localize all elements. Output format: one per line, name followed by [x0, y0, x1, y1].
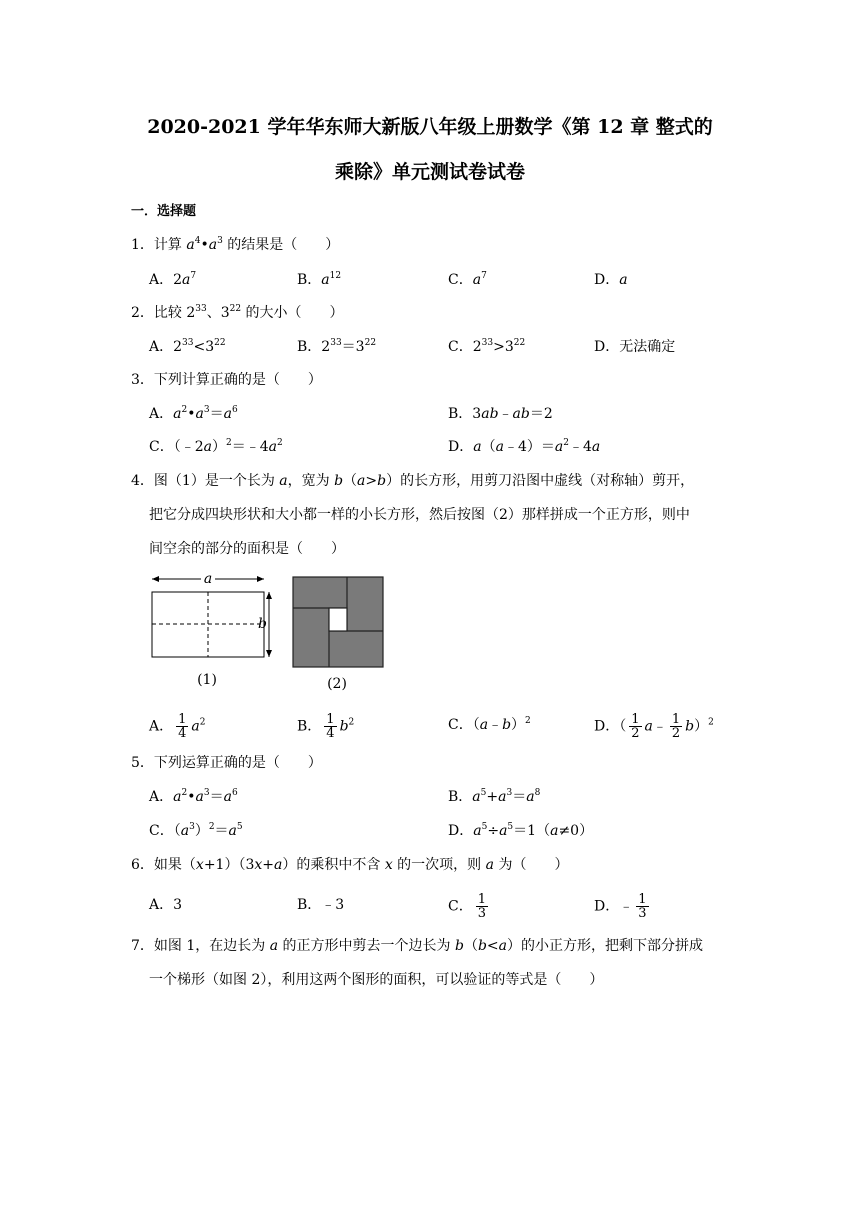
q1-option-b: B．$a^{12}$: [297, 271, 342, 288]
q4-option-b: B． $\frac{1}{4}$ $b^2$: [297, 712, 355, 741]
figure-2-square: [293, 577, 383, 667]
q5-option-d: D．$a^5\div a^5=1(a\ne 0)$: [448, 822, 594, 839]
question-7-line1: 7．如图 1，在边长为 a 的正方形中剪去一个边长为 b（b<a）的小正方形，把剩下部分拼成: [131, 938, 704, 954]
document-title-line2: 乘除》单元测试卷试卷: [334, 161, 525, 183]
question-4-line1: 4．图（1）是一个长为 a，宽为 b（a>b）的长方形，用剪刀沿图中虚线（对称轴）剪开，: [131, 473, 695, 489]
question-5: 5．下列运算正确的是（ ）: [131, 755, 322, 771]
q3-option-b: B．3ab﹣ab＝2: [448, 406, 553, 422]
fraction: $\frac{1}{3}$: [638, 892, 647, 921]
fraction: $\frac{1}{4}$: [326, 712, 335, 741]
q3-option-a: A．$a^2•a^3=a^6$: [149, 405, 238, 422]
figure-2-caption: (2): [327, 676, 347, 692]
fraction: $\frac{1}{2}$: [671, 712, 681, 741]
question-1: 1．计算 $a^4•a^3$ 的结果是（ ）: [131, 236, 340, 253]
fraction: $\frac{1}{2}$: [631, 712, 640, 741]
q6-option-b: B．﹣3: [297, 897, 345, 913]
q1-option-c: C．$a^7$: [448, 271, 487, 288]
question-7-line2: 一个梯形（如图 2），利用这两个图形的面积，可以验证的等式是（ ）: [149, 972, 604, 988]
q2-option-c: C．$2^{33}>3^{22}$: [448, 338, 526, 355]
q6-option-a: A．3: [149, 897, 183, 913]
q2-option-b: B．$2^{33}=3^{22}$: [297, 338, 377, 355]
question-6: 6．如果（x+1）（3x+a）的乘积中不含 x 的一次项，则 a 为（ ）: [131, 857, 569, 873]
q5-option-a: A．$a^2•a^3=a^6$: [149, 788, 238, 805]
figure-1-dim-b: b: [258, 616, 267, 632]
fraction: $\frac{1}{4}$: [178, 712, 187, 741]
q2-option-d: D．无法确定: [594, 339, 676, 355]
q2-option-a: A．$2^{33}<3^{22}$: [149, 338, 226, 355]
q1-option-d: D．a: [594, 272, 628, 288]
figure-1-dim-a: a: [203, 571, 213, 587]
q5-option-b: B．$a^5+a^3=a^8$: [448, 788, 541, 805]
q4-option-a: A． $\frac{1}{4}$ $a^2$: [149, 712, 206, 741]
q5-option-c: C．$(a^3)^2=a^5$: [149, 822, 243, 839]
question-2: 2．比较 $2^{33}$、$3^{22}$ 的大小（ ）: [131, 304, 344, 321]
section-heading: 一．选择题: [131, 204, 197, 219]
q6-option-c: C． $\frac{1}{3}$: [448, 892, 486, 921]
question-4-line3: 间空余的部分的面积是（ ）: [149, 541, 345, 557]
question-4-line2: 把它分成四块形状和大小都一样的小长方形，然后按图（2）那样拼成一个正方形，则中: [149, 507, 690, 523]
q1-option-a: A．$2a^7$: [149, 271, 197, 288]
q4-figures: [149, 570, 394, 695]
q3-option-d: D．$a(a﹣4)=a^2﹣4a$: [448, 438, 601, 455]
document-title-line1: 2020-2021 学年华东师大新版八年级上册数学《第 12 章 整式的: [147, 116, 713, 138]
figure-1-caption: (1): [197, 672, 217, 688]
q6-option-d: D．﹣ $\frac{1}{3}$: [594, 892, 647, 921]
q4-option-d: D．（ $\frac{1}{2}$ a﹣ $\frac{1}{2}$ b）$^2$: [594, 712, 714, 741]
question-3: 3．下列计算正确的是（ ）: [131, 372, 322, 388]
fraction: $\frac{1}{3}$: [477, 892, 486, 921]
q4-option-c: C．（a﹣b）$^2$: [448, 716, 531, 733]
q3-option-c: C．$(﹣2a)^2=﹣4a^2$: [149, 438, 283, 455]
figure-1-rectangle: [152, 576, 272, 657]
